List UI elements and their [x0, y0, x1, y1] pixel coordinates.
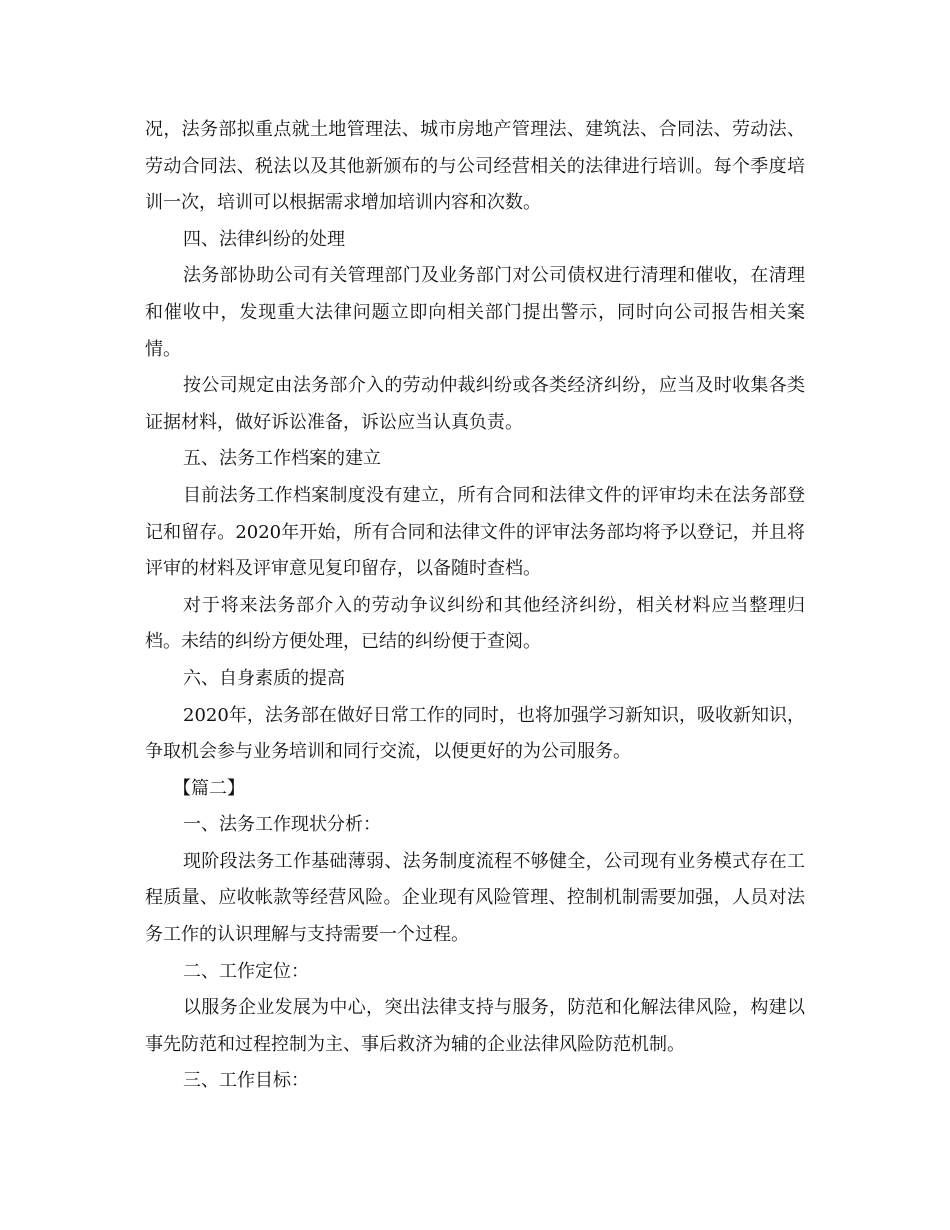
body-paragraph: 目前法务工作档案制度没有建立，所有合同和法律文件的评审均未在法务部登记和留存。2020年开始，所有合同和法律文件的评审法务部均将予以登记，并且将评审的材料及评审意见复印留存，以备随时查档。: [145, 484, 805, 580]
body-paragraph: 按公司规定由法务部介入的劳动仲裁纠纷或各类经济纠纷，应当及时收集各类证据材料，做好诉讼准备，诉讼应当认真负责。: [145, 375, 805, 433]
document-page: [145, 112, 805, 1100]
section-heading-self-improvement: 六、自身素质的提高: [183, 667, 345, 689]
part-two-title: 【篇二】: [173, 777, 245, 799]
section-heading-goals: 三、工作目标：: [183, 1070, 309, 1092]
body-paragraph: 现阶段法务工作基础薄弱、法务制度流程不够健全，公司现有业务模式存在工程质量、应收帐款等经营风险。企业现有风险管理、控制机制需要加强，人员对法务工作的认识理解与支持需要一个过程。: [145, 850, 805, 946]
section-heading-positioning: 二、工作定位：: [183, 960, 309, 982]
paragraph-continued: 况，法务部拟重点就土地管理法、城市房地产管理法、建筑法、合同法、劳动法、劳动合同法、税法以及其他新颁布的与公司经营相关的法律进行培训。每个季度培训一次，培训可以根据需求增加培训内容和次数。: [145, 119, 805, 214]
section-heading-dispute-handling: 四、法律纠纷的处理: [183, 228, 345, 250]
body-paragraph: 法务部协助公司有关管理部门及业务部门对公司债权进行清理和催收，在清理和催收中，发现重大法律问题立即向相关部门提出警示，同时向公司报告相关案情。: [145, 265, 805, 360]
section-heading-status-analysis: 一、法务工作现状分析：: [183, 814, 381, 836]
body-paragraph: 对于将来法务部介入的劳动争议纠纷和其他经济纠纷，相关材料应当整理归档。未结的纠纷方便处理，已结的纠纷便于查阅。: [145, 594, 805, 653]
body-paragraph: 以服务企业发展为中心，突出法律支持与服务，防范和化解法律风险，构建以事先防范和过程控制为主、事后救济为辅的企业法律风险防范机制。: [145, 997, 805, 1055]
section-heading-archives: 五、法务工作档案的建立: [183, 448, 381, 470]
body-paragraph: 2020年，法务部在做好日常工作的同时，也将加强学习新知识，吸收新知识，争取机会参与业务培训和同行交流，以便更好的为公司服务。: [145, 704, 805, 763]
